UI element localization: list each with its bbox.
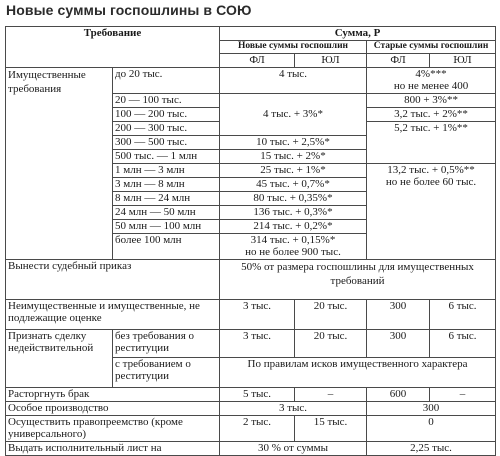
range-cell: 3 млн — 8 млн xyxy=(113,177,220,191)
header-new-sums: Новые суммы госпошлин xyxy=(220,40,367,53)
divorce-new-yul: – xyxy=(295,387,367,401)
new-value-cell: 15 тыс. + 2%* xyxy=(220,149,367,163)
invalid-deal-old-fl: 300 xyxy=(367,329,430,357)
non-property-old-fl: 300 xyxy=(367,299,430,329)
range-cell: 100 — 200 тыс. xyxy=(113,107,220,121)
writ-new: 30 % от суммы xyxy=(220,441,367,455)
header-sum: Сумма, Р xyxy=(220,27,496,41)
non-property-new-yul: 20 тыс. xyxy=(295,299,367,329)
range-cell: 50 млн — 100 млн xyxy=(113,219,220,233)
invalid-deal-new-fl: 3 тыс. xyxy=(220,329,295,357)
new-value-cell: 214 тыс. + 0,2%* xyxy=(220,219,367,233)
header-requirement: Требование xyxy=(6,27,220,68)
court-order-value: 50% от размера госпошлины для имущественных требований xyxy=(220,259,496,299)
header-new-fl: ФЛ xyxy=(220,53,295,67)
header-old-yul: ЮЛ xyxy=(430,53,496,67)
page-title: Новые суммы госпошлины в СОЮ xyxy=(6,2,252,18)
new-value-cell: 4 тыс. + 3%* xyxy=(220,93,367,135)
succession-new-yul: 15 тыс. xyxy=(295,415,367,441)
invalid-deal-restitution-value: По правилам исков имущественного характера xyxy=(220,357,496,387)
row-label-divorce: Расторгнуть брак xyxy=(6,387,220,401)
row-label-writ: Выдать исполнительный лист на xyxy=(6,441,220,455)
range-cell: более 100 млн xyxy=(113,233,220,259)
new-value-cell: 314 тыс. + 0,15%* но не более 900 тыс. xyxy=(220,233,367,259)
invalid-deal-no-restitution: без требования о реституции xyxy=(113,329,220,357)
divorce-old-yul: – xyxy=(430,387,496,401)
divorce-old-fl: 600 xyxy=(367,387,430,401)
invalid-deal-new-yul: 20 тыс. xyxy=(295,329,367,357)
row-label-property: Имущественные требования xyxy=(6,67,113,259)
non-property-old-yul: 6 тыс. xyxy=(430,299,496,329)
special-new: 3 тыс. xyxy=(220,401,367,415)
old-value-cell: 3,2 тыс. + 2%** xyxy=(367,107,496,121)
range-cell: 20 — 100 тыс. xyxy=(113,93,220,107)
header-old-fl: ФЛ xyxy=(367,53,430,67)
header-new-yul: ЮЛ xyxy=(295,53,367,67)
row-label-non-property: Неимущественные и имущественные, не подлежащие оценке xyxy=(6,299,220,329)
range-cell: 24 млн — 50 млн xyxy=(113,205,220,219)
row-label-court-order: Вынести судебный приказ xyxy=(6,259,220,299)
fee-table xyxy=(5,26,496,456)
non-property-new-fl: 3 тыс. xyxy=(220,299,295,329)
old-value-cell: 13,2 тыс. + 0,5%** но не более 60 тыс. xyxy=(367,163,496,259)
new-value-cell: 45 тыс. + 0,7%* xyxy=(220,177,367,191)
succession-new-fl: 2 тыс. xyxy=(220,415,295,441)
range-cell: до 20 тыс. xyxy=(113,67,220,93)
invalid-deal-old-yul: 6 тыс. xyxy=(430,329,496,357)
writ-old: 2,25 тыс. xyxy=(367,441,496,455)
range-cell: 200 — 300 тыс. xyxy=(113,121,220,135)
row-label-invalid-deal: Признать сделку недействительной xyxy=(6,329,113,387)
range-cell: 1 млн — 3 млн xyxy=(113,163,220,177)
range-cell: 300 — 500 тыс. xyxy=(113,135,220,149)
old-value-cell: 4%*** но не менее 400 xyxy=(367,67,496,93)
header-old-sums: Старые суммы госпошлин xyxy=(367,40,496,53)
special-old: 300 xyxy=(367,401,496,415)
old-value-cell: 800 + 3%** xyxy=(367,93,496,107)
succession-old: 0 xyxy=(367,415,496,441)
range-cell: 8 млн — 24 млн xyxy=(113,191,220,205)
new-value-cell: 4 тыс. xyxy=(220,67,367,93)
row-label-special: Особое производство xyxy=(6,401,220,415)
invalid-deal-with-restitution: с требованием о реституции xyxy=(113,357,220,387)
row-label-succession: Осуществить правопреемство (кроме универсального) xyxy=(6,415,220,441)
new-value-cell: 25 тыс. + 1%* xyxy=(220,163,367,177)
old-value-cell: 5,2 тыс. + 1%** xyxy=(367,121,496,163)
divorce-new-fl: 5 тыс. xyxy=(220,387,295,401)
new-value-cell: 136 тыс. + 0,3%* xyxy=(220,205,367,219)
range-cell: 500 тыс. — 1 млн xyxy=(113,149,220,163)
new-value-cell: 80 тыс. + 0,35%* xyxy=(220,191,367,205)
new-value-cell: 10 тыс. + 2,5%* xyxy=(220,135,367,149)
